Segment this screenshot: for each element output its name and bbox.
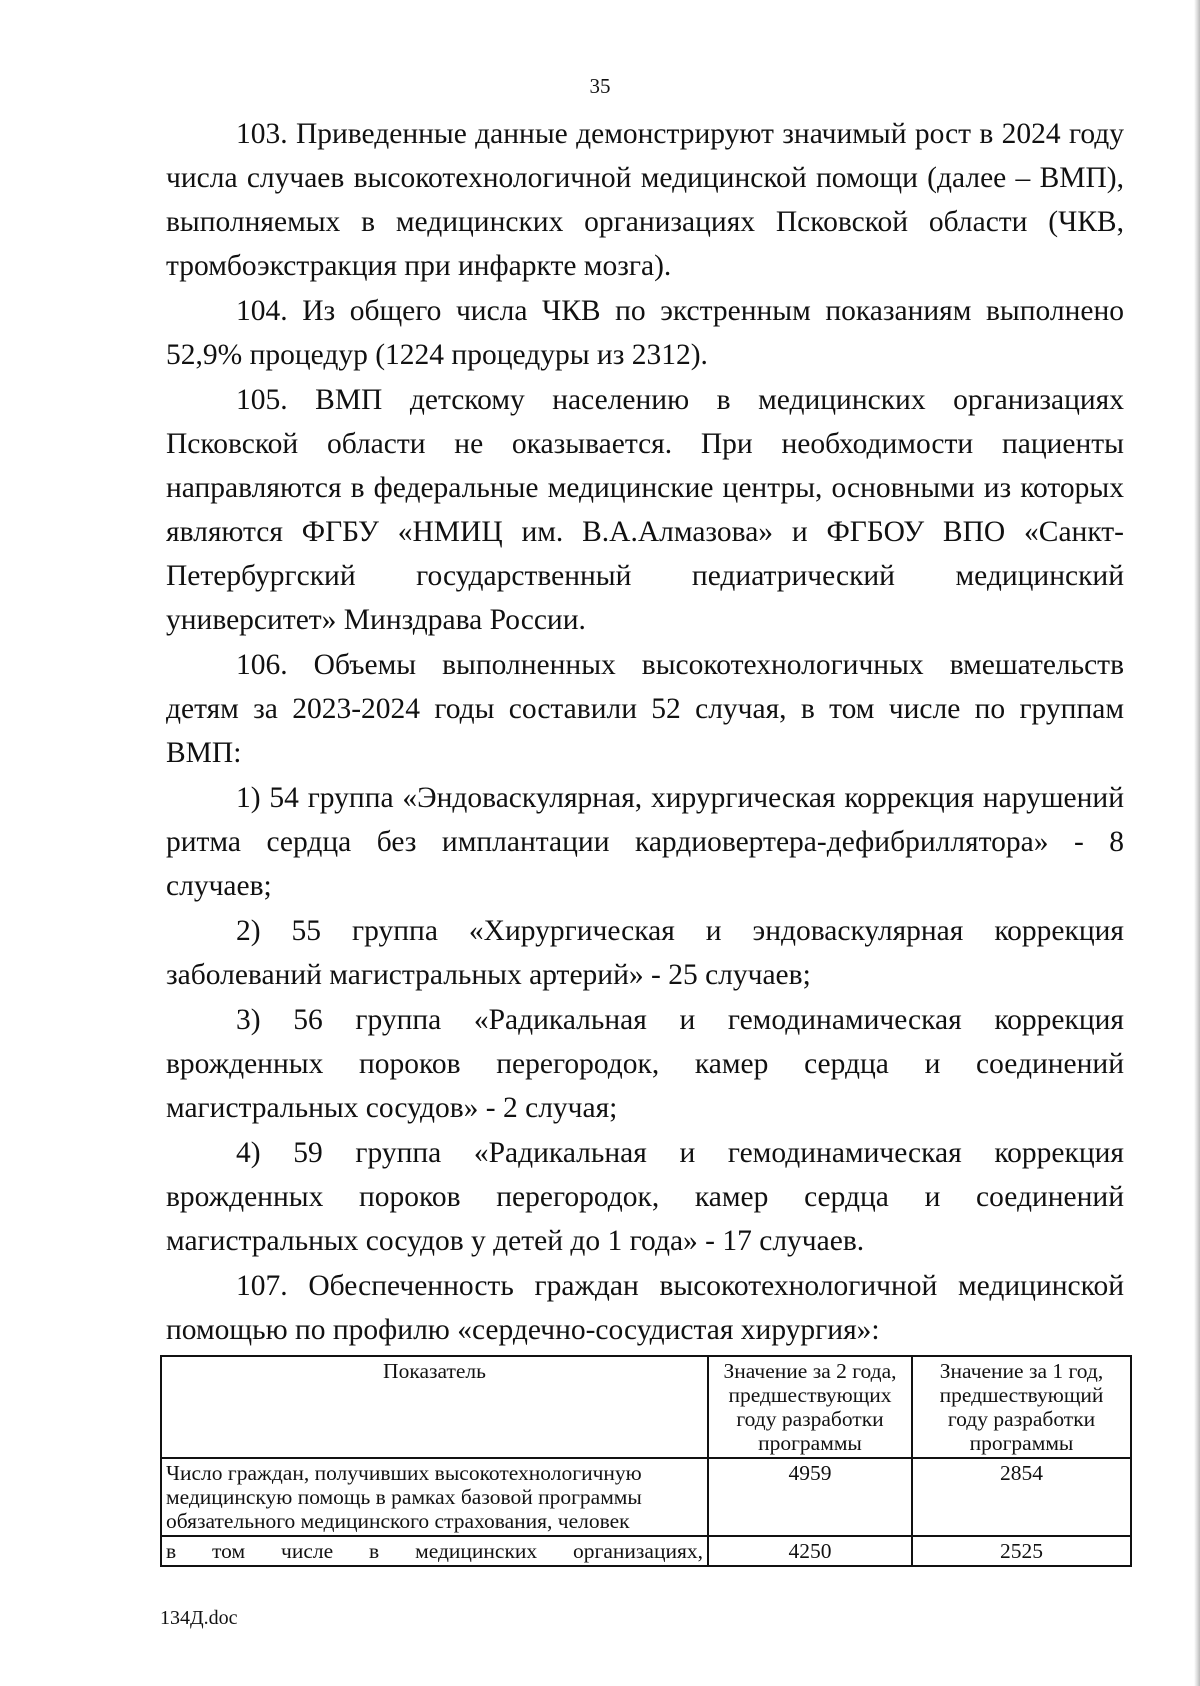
row-label: Число граждан, получивших высокотехнологичную медицинскую помощь в рамках базовой программы обязательного медицинского страхования, человек — [161, 1458, 708, 1536]
table-header-row — [161, 1356, 1131, 1458]
paragraph-103: 103. Приведенные данные демонстрируют значимый рост в 2024 году числа случаев высокотехнологичной медицинской помощи (далее – ВМП), выполняемых в медицинских организациях Псковской области (ЧКВ, тромбоэкстракция при инфаркте мозга). — [166, 118, 1124, 282]
header-indicator: Показатель — [161, 1356, 708, 1458]
paragraph-107: 107. Обеспеченность граждан высокотехнологичной медицинской помощью по профилю «сердечно-сосудистая хирургия»: — [166, 1270, 1124, 1346]
row-value-1-year: 2854 — [912, 1458, 1131, 1536]
list-item-group-56: 3) 56 группа «Радикальная и гемодинамическая коррекция врожденных пороков перегородок, камер сердца и соединений магистральных сосудов» - 2 случая; — [166, 1004, 1124, 1124]
list-item-group-59: 4) 59 группа «Радикальная и гемодинамическая коррекция врожденных пороков перегородок, камер сердца и соединений магистральных сосудов у детей до 1 года» - 17 случаев. — [166, 1137, 1124, 1257]
list-item-group-55: 2) 55 группа «Хирургическая и эндоваскулярная коррекция заболеваний магистральных артерий» - 25 случаев; — [166, 915, 1124, 991]
paragraph-106: 106. Объемы выполненных высокотехнологичных вмешательств детям за 2023-2024 годы составили 52 случая, в том числе по группам ВМП: — [166, 649, 1124, 769]
list-item-group-54: 1) 54 группа «Эндоваскулярная, хирургическая коррекция нарушений ритма сердца без имплантации кардиовертера-дефибриллятора» - 8 случаев; — [166, 782, 1124, 902]
row-value-2-years: 4250 — [708, 1536, 912, 1566]
footer-filename: 134Д.doc — [160, 1607, 238, 1629]
row-value-2-years: 4959 — [708, 1458, 912, 1536]
table-row — [161, 1536, 1131, 1566]
table-row — [161, 1458, 1131, 1536]
page-number: 35 — [589, 74, 611, 98]
paragraph-104: 104. Из общего числа ЧКВ по экстренным показаниям выполнено 52,9% процедур (1224 процедуры из 2312). — [166, 295, 1124, 371]
row-value-1-year: 2525 — [912, 1536, 1131, 1566]
document-body — [166, 112, 1124, 1353]
header-value-2-years: Значение за 2 года, предшествующих году разработки программы — [708, 1356, 912, 1458]
paragraph-105: 105. ВМП детскому населению в медицинских организациях Псковской области не оказывается. При необходимости пациенты направляются в федеральные медицинские центры, основными из которых являются ФГБУ «НМИЦ им. В.А.Алмазова» и ФГБОУ ВПО «Санкт-Петербургский государственный педиатрический медицинский университет» Минздрава России. — [166, 384, 1124, 636]
page-edge-shadow — [1194, 0, 1200, 1686]
provision-table — [160, 1355, 1132, 1567]
row-label: в том числе в медицинских организациях, — [161, 1536, 708, 1566]
header-value-1-year: Значение за 1 год, предшествующий году разработки программы — [912, 1356, 1131, 1458]
